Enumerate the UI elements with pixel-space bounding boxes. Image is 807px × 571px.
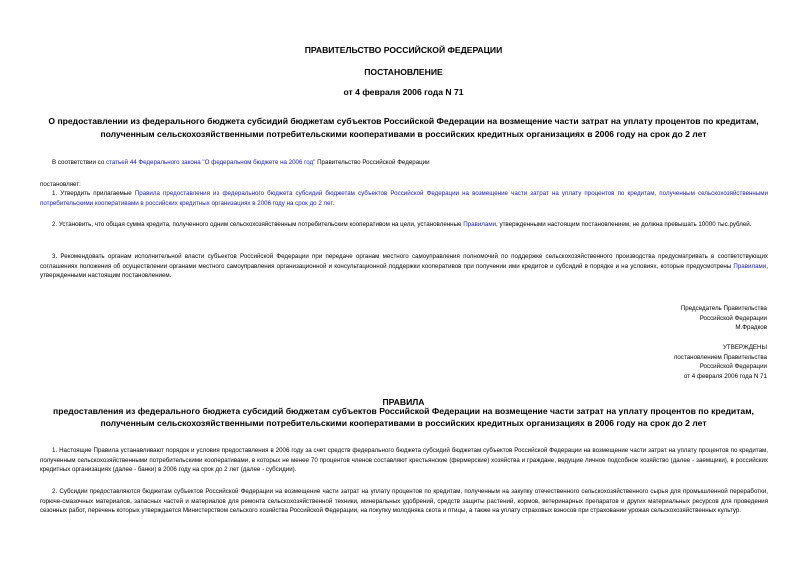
government-heading: ПРАВИТЕЛЬСТВО РОССИЙСКОЙ ФЕДЕРАЦИИ [304,45,503,55]
signature-block [681,304,767,333]
approval-by: постановлением Правительства [674,353,767,361]
item-1-text: 1. Утвердить прилагаемые [52,190,135,197]
item-2-paragraph [40,220,768,230]
approval-date: от 4 февраля 2006 года N 71 [683,372,767,380]
date-number-heading: от 4 февраля 2006 года N 71 [343,87,464,97]
preamble-text: В соответствии со [52,159,106,166]
item-3-rules-link[interactable]: Правилами [733,262,767,270]
item-1-paragraph [40,189,768,208]
rules-paragraph-2: 2. Субсидии предоставляются бюджетам субъектов Российской Федерации на возмещение части затрат на уплату процентов по кредитам, полученным на закупку отечественного сельскохозяйственного сырья для промышленной переработки, горюче-смазочных материалов, запасных частей и материалов для ремонта сельскохозяйственной техники, минеральных удобрений, средств защиты растений, кормов, ветеринарных препаратов и других материальных ресурсов для проведения сезонных работ, перечень которых утверждается Министерством сельского хозяйства Российской Федерации, на покупку молодняка скота и птицы, а также на уплату страховых взносов при страховании урожая сельскохозяйственных культур. [40,488,768,515]
signature-position: Председатель Правительства [680,305,767,312]
item-3-paragraph [40,252,768,281]
rules-title: ПРАВИЛА [382,397,425,407]
approval-block [674,343,767,381]
item-3-text: 3. Рекомендовать органам исполнительной власти субъектов Российской Федерации при передаче органам местного самоуправления полномочий по поддержке сельскохозяйственного производства предусматривать в соответствующих соглашениях положения об осуществлении органами местного самоуправления организационной и консультационной поддержки кооперативов при получении ими кредитов и субсидий в порядке и на условиях, которые предусмотрены [40,253,768,270]
resolves-label: постановляет: [40,181,81,188]
approval-title: УТВЕРЖДЕНЫ [723,344,767,351]
item-3-text-end: , утвержденными настоящим постановлением. [40,262,768,280]
item-2-text-end: , утвержденными настоящим постановлением, не должна превышать 10000 тыс.рублей. [496,221,752,228]
rules-subtitle: предоставления из федерального бюджета субсидий бюджетам субъектов Российской Федерации на возмещение части затрат на уплату процентов по кредитам, полученным сельскохозяйственными потребительскими кооперативами в российских кредитных организациях в 2006 году на срок до 2 лет [53,406,754,428]
document-type-heading: ПОСТАНОВЛЕНИЕ [364,67,443,77]
preamble-law-link[interactable]: статьей 44 Федерального закона "О федеральном бюджете на 2006 год" [105,159,316,166]
preamble-paragraph [52,158,772,168]
item-1-text-end: . [332,199,335,207]
rules-link[interactable]: Правила предоставления из федерального бюджета субсидий бюджетам субъектов Российской Федерации на возмещение части затрат на уплату процентов по кредитам, полученным сельскохозяйственными потребительскими кооперативами в российских кредитных организациях в 2006 году на срок до 2 лет [40,190,769,207]
approval-country: Российской Федерации [699,363,767,371]
rules-paragraph-1: 1. Настоящие Правила устанавливают порядок и условия предоставления в 2006 году за счет средств федерального бюджета субсидий бюджетам субъектов Российской Федерации на возмещение части затрат на уплату процентов по кредитам, полученным сельскохозяйственными потребительскими кооперативами, в которых не менее 70 процентов членов составляют крестьянские (фермерские) хозяйства и граждане, ведущие личное подсобное хозяйство (далее - заемщики), в российских кредитных организациях (далее - банки) в 2006 году на срок до 2 лет (далее - субсидии). [40,447,768,474]
document-title: О предоставлении из федерального бюджета субсидий бюджетам субъектов Российской Федерации на возмещение части затрат на уплату процентов по кредитам, полученным сельскохозяйственными потребительскими кооперативами в российских кредитных организациях в 2006 году на срок до 2 лет [48,116,759,139]
item-2-rules-link[interactable]: Правилами [463,221,497,228]
signature-country: Российской Федерации [699,314,767,322]
signature-name: М.Фрадков [735,324,767,332]
preamble-text-end: Правительство Российской Федерации [315,159,430,166]
item-2-text: 2. Установить, что общая сумма кредита, полученного одним сельскохозяйственным потребительским кооперативом на цели, установленные [52,221,464,228]
